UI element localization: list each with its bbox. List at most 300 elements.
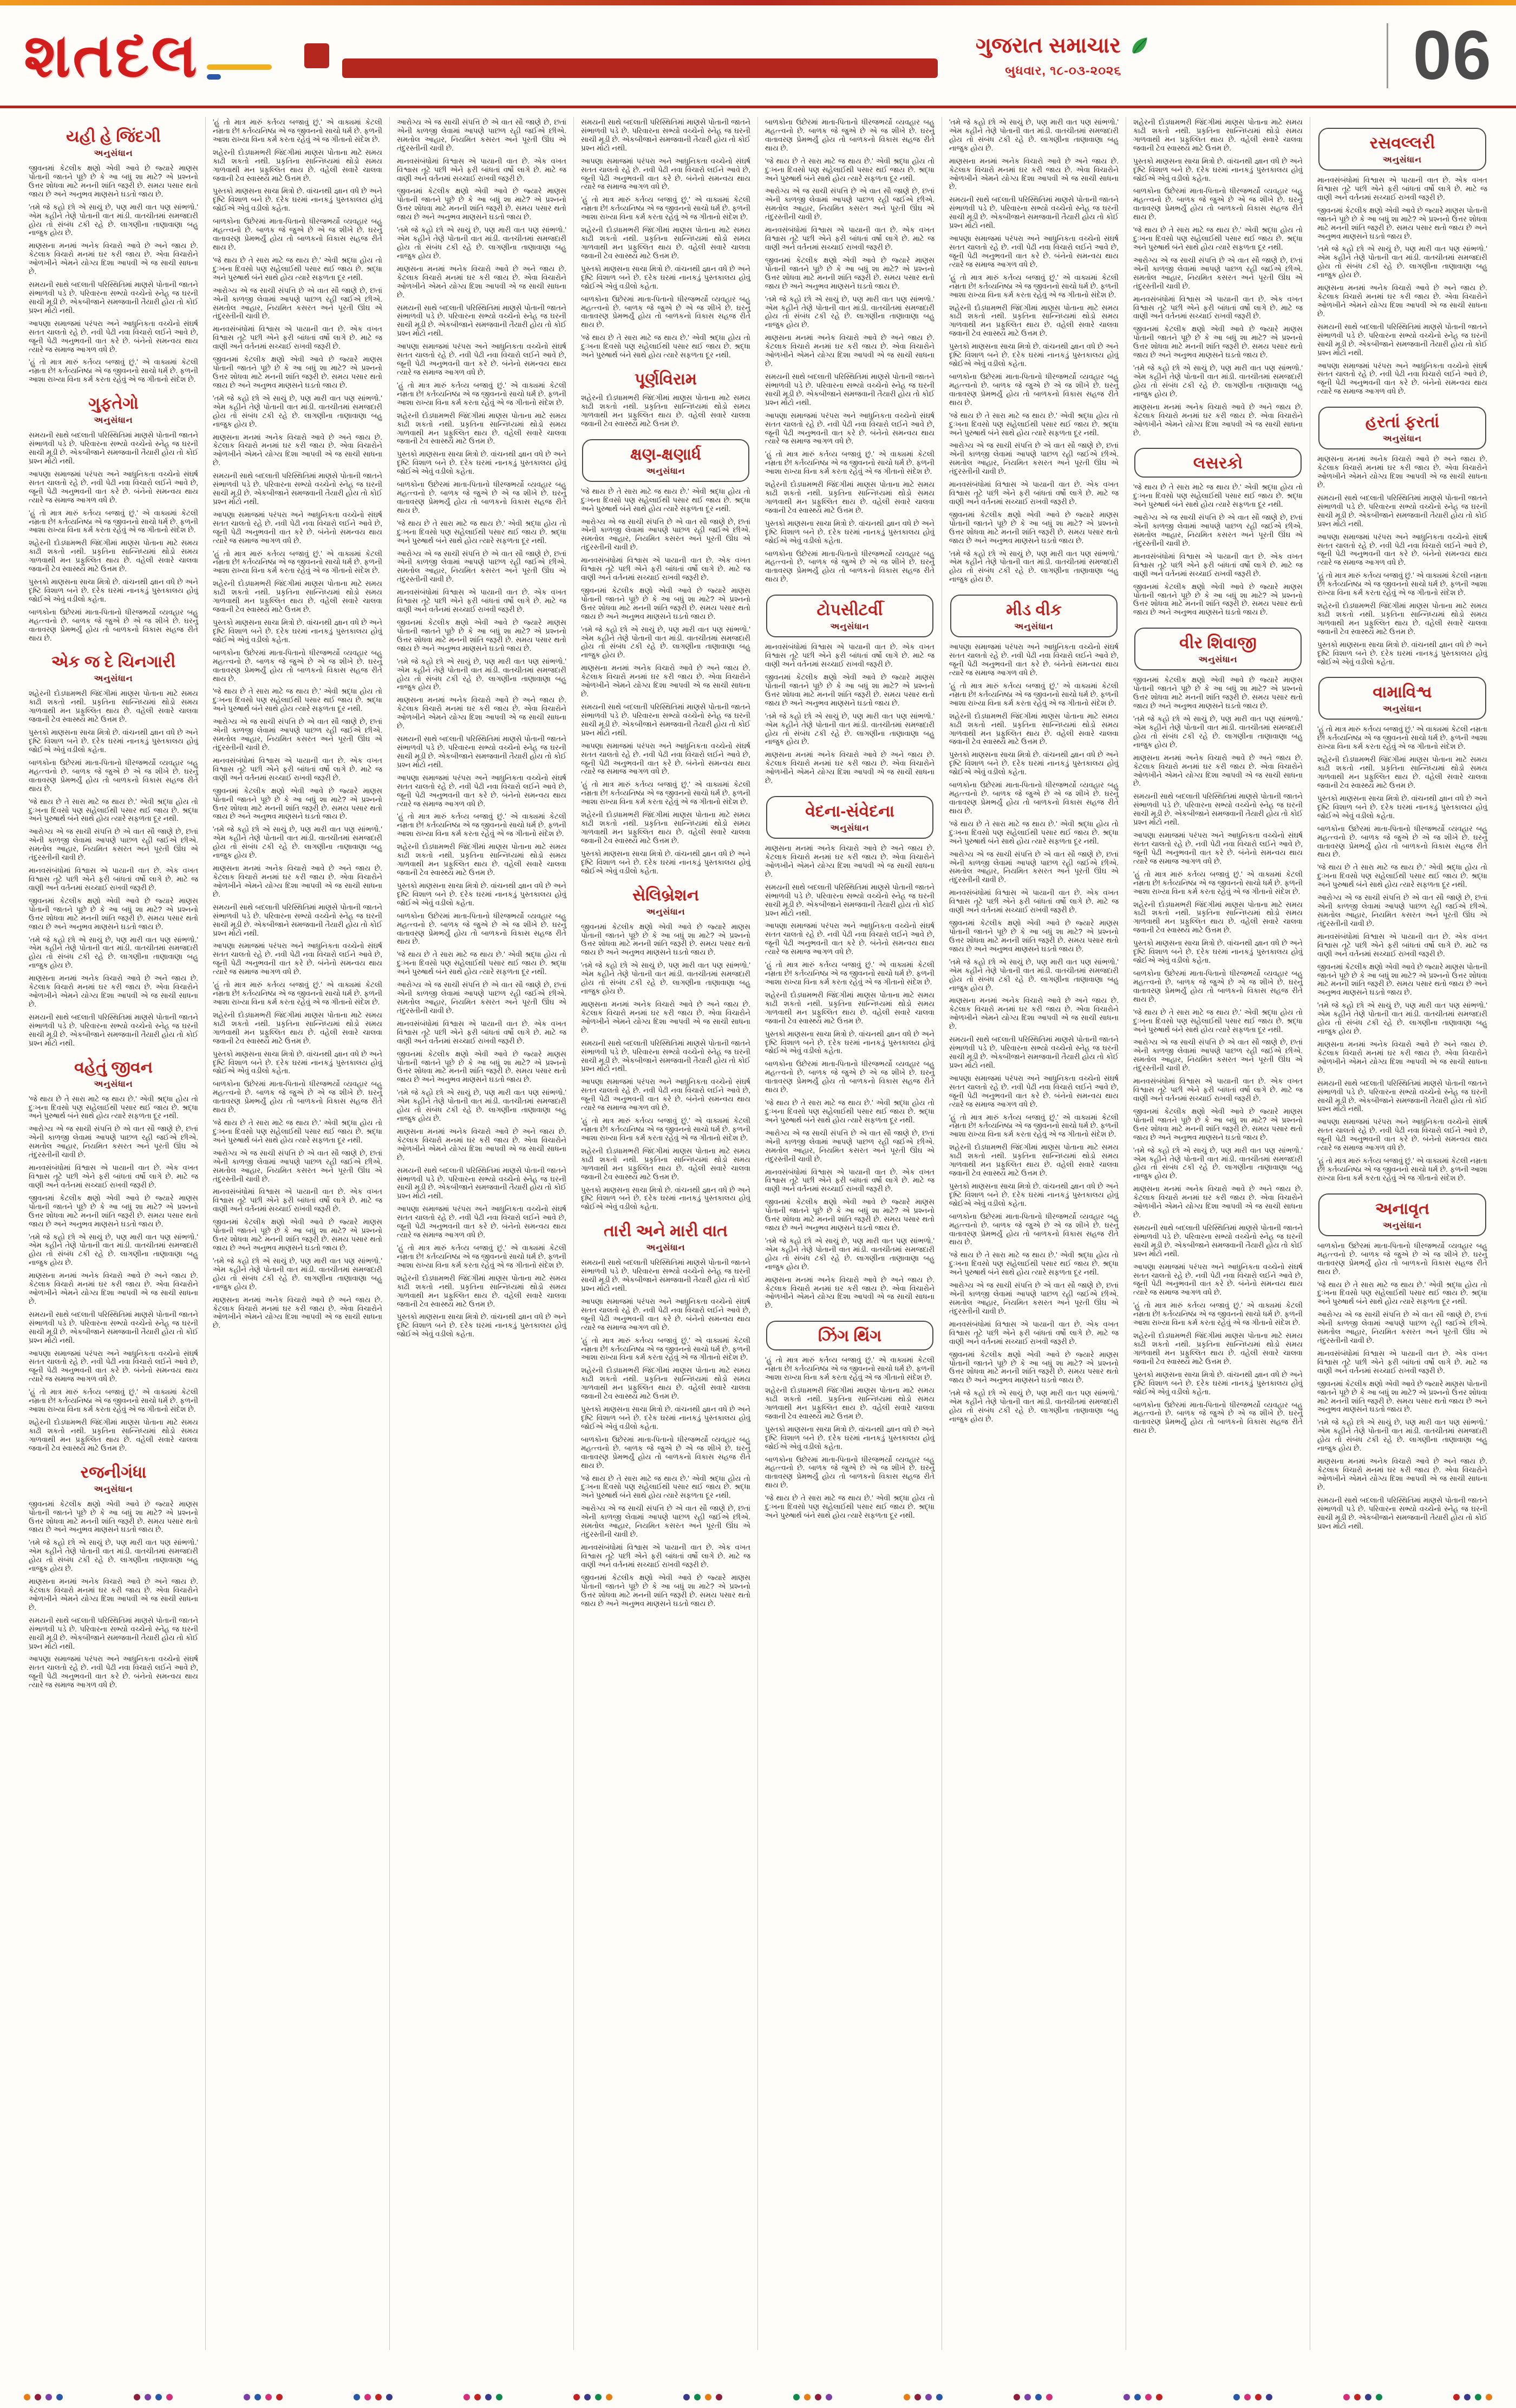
article-paragraph: માણસના મનમાં અનેક વિચારો આવે છે અને જાય છે. કેટલાક વિચારો મનમાં ઘર કરી જાય છે. એવા વિચારોને ઓળખીને એમને યોગ્ય દિશા આપવી એ જ સાચી સાધના છે. <box>765 751 935 785</box>
dot <box>1156 2394 1162 2400</box>
article-continued-text <box>213 118 382 1330</box>
article-paragraph: માણસના મનમાં અનેક વિચારો આવે છે અને જાય છે. કેટલાક વિચારો મનમાં ઘર કરી જાય છે. એવા વિચારોને ઓળખીને એમને યોગ્ય દિશા આપવી એ જ સાચી સાધના છે. <box>1133 1185 1303 1219</box>
article-heading: વેદના-સંવેદના <box>805 802 894 821</box>
news-column-2 <box>206 117 390 2350</box>
article-paragraph: જીવનમાં કેટલીક ક્ષણો એવી આવે છે જ્યારે માણસ પોતાની જાતને પૂછે છે કે આ બધું શા માટે? એ પ્રશ્નનો ઉત્તર શોધવા માટે મનની શાંતિ જરૂરી છે. સમય પસાર થતો જાય છે અને અનુભવ માણસને ઘડતો જાય છે. <box>765 673 935 707</box>
article-paragraph: શહેરની દોડધામભરી જિંદગીમાં માણસ પોતાના માટે સમય કાઢી શકતો નથી. પ્રકૃતિના સાન્નિધ્યમાં થોડો સમય ગાળવાથી મન પ્રફુલ્લિત થાય છે. વહેલી સવારે ચાલવા જવાની ટેવ સ્વાસ્થ્ય માટે ઉત્તમ છે. <box>581 226 750 260</box>
masthead-blue-accent <box>207 74 221 80</box>
article-subheading: અનુસંધાન <box>646 1243 685 1253</box>
dot <box>683 2394 690 2400</box>
article-paragraph: 'હું તો માત્ર મારું કર્તવ્ય બજાવું છું.' એ વાક્યમાં કેટલી નમ્રતા છે! કર્તવ્યનિષ્ઠા એ જ જીવનનો સાચો ધર્મ છે. ફળની આશા રાખ્યા વિના કર્મ કરતા રહેવું એ જ ગીતાનો સંદેશ છે. <box>765 450 935 476</box>
article-paragraph: 'જે થાય છે તે સારા માટે જ થાય છે.' એવી શ્રદ્ધા હોય તો દુઃખના દિવસો પણ સહેલાઈથી પસાર થઈ જાય છે. શ્રદ્ધા અને પુરુષાર્થ બંને સાથે હોય ત્યારે સફળતા દૂર નથી. <box>949 411 1119 437</box>
article-paragraph: 'જે થાય છે તે સારા માટે જ થાય છે.' એવી શ્રદ્ધા હોય તો દુઃખના દિવસો પણ સહેલાઈથી પસાર થઈ જાય છે. શ્રદ્ધા અને પુરુષાર્થ બંને સાથે હોય ત્યારે સફળતા દૂર નથી. <box>765 1494 935 1520</box>
article-subheading: અનુસંધાન <box>94 416 133 426</box>
article-paragraph: આપણા સમાજમાં પરંપરા અને આધુનિકતા વચ્ચેનો સંઘર્ષ સતત ચાલતો રહે છે. નવી પેઢી નવા વિચારો લઈને આવે છે, જૂની પેઢી અનુભવની વાત કરે છે. બંનેનો સમન્વય થાય ત્યારે જ સમાજ આગળ વધે છે. <box>29 1655 198 1689</box>
article-paragraph: સમયની સાથે બદલાતી પરિસ્થિતિમાં માણસે પોતાની જાતને સંભાળવી પડે છે. પરિવારના સભ્યો વચ્ચેનો સ્નેહ જ ઘરની સાચી મૂડી છે. એકબીજાને સમજવાની તૈયારી હોય તો કોઈ પ્રશ્ન મોટો નથી. <box>397 303 566 338</box>
article-paragraph: પુસ્તકો માણસના સાચા મિત્રો છે. વાંચનથી જ્ઞાન વધે છે અને દૃષ્ટિ વિશાળ બને છે. દરેક ઘરમાં નાનકડું પુસ્તકાલય હોવું જોઈએ એવું વડીલો કહેતા. <box>1317 640 1487 666</box>
article-paragraph: બાળકોના ઉછેરમાં માતા-પિતાનો ધીરજભર્યો વ્યવહાર બહુ મહત્ત્વનો છે. બાળક જે જુએ છે એ જ શીખે છે. ઘરનું વાતાવરણ પ્રેમભર્યું હોય તો બાળકનો વિકાસ સહજ રીતે થાય છે. <box>213 217 382 251</box>
article-paragraph: સમયની સાથે બદલાતી પરિસ્થિતિમાં માણસે પોતાની જાતને સંભાળવી પડે છે. પરિવારના સભ્યો વચ્ચેનો સ્નેહ જ ઘરની સાચી મૂડી છે. એકબીજાને સમજવાની તૈયારી હોય તો કોઈ પ્રશ્ન મોટો નથી. <box>581 703 750 737</box>
article-paragraph: જીવનમાં કેટલીક ક્ષણો એવી આવે છે જ્યારે માણસ પોતાની જાતને પૂછે છે કે આ બધું શા માટે? એ પ્રશ્નનો ઉત્તર શોધવા માટે મનની શાંતિ જરૂરી છે. સમય પસાર થતો જાય છે અને અનુભવ માણસને ઘડતો જાય છે. <box>581 1573 750 1608</box>
article-subheading: અનુસંધાન <box>646 466 685 476</box>
article-heading: એક જ દે ચિનગારી <box>51 653 176 671</box>
article-paragraph: પુસ્તકો માણસના સાચા મિત્રો છે. વાંચનથી જ્ઞાન વધે છે અને દૃષ્ટિ વિશાળ બને છે. દરેક ઘરમાં નાનકડું પુસ્તકાલય હોવું જોઈએ એવું વડીલો કહેતા. <box>213 618 382 644</box>
article-heading-block <box>950 595 1118 637</box>
article-paragraph: માનવસંબંધોમાં વિશ્વાસ એ પાયાની વાત છે. એક વખત વિશ્વાસ તૂટે પછી એને ફરી બાંધતાં વર્ષો લાગે છે. માટે જ વાણી અને વર્તનમાં સચ્ચાઈ રાખવી જરૂરી છે. <box>949 480 1119 506</box>
article-paragraph: જીવનમાં કેટલીક ક્ષણો એવી આવે છે જ્યારે માણસ પોતાની જાતને પૂછે છે કે આ બધું શા માટે? એ પ્રશ્નનો ઉત્તર શોધવા માટે મનની શાંતિ જરૂરી છે. સમય પસાર થતો જાય છે અને અનુભવ માણસને ઘડતો જાય છે. <box>1317 206 1487 240</box>
dot <box>1255 2394 1262 2400</box>
article-paragraph: શહેરની દોડધામભરી જિંદગીમાં માણસ પોતાના માટે સમય કાઢી શકતો નથી. પ્રકૃતિના સાન્નિધ્યમાં થોડો સમય ગાળવાથી મન પ્રફુલ્લિત થાય છે. વહેલી સવારે ચાલવા જવાની ટેવ સ્વાસ્થ્ય માટે ઉત્તમ છે. <box>1317 602 1487 636</box>
article-paragraph: આરોગ્ય એ જ સાચી સંપત્તિ છે એ વાત સૌ જાણે છે, છતાં એની કાળજી લેવામાં આપણે પાછળ રહી જઈએ છીએ. સમતોલ આહાર, નિયમિત કસરત અને પૂરતી ઊંઘ એ તંદુરસ્તીની ચાવી છે. <box>213 286 382 321</box>
article-paragraph: 'જે થાય છે તે સારા માટે જ થાય છે.' એવી શ્રદ્ધા હોય તો દુઃખના દિવસો પણ સહેલાઈથી પસાર થઈ જાય છે. શ્રદ્ધા અને પુરુષાર્થ બંને સાથે હોય ત્યારે સફળતા દૂર નથી. <box>581 487 750 513</box>
article-paragraph: શહેરની દોડધામભરી જિંદગીમાં માણસ પોતાના માટે સમય કાઢી શકતો નથી. પ્રકૃતિના સાન્નિધ્યમાં થોડો સમય ગાળવાથી મન પ્રફુલ્લિત થાય છે. વહેલી સવારે ચાલવા જવાની ટેવ સ્વાસ્થ્ય માટે ઉત્તમ છે. <box>1133 900 1303 935</box>
article-paragraph: માનવસંબંધોમાં વિશ્વાસ એ પાયાની વાત છે. એક વખત વિશ્વાસ તૂટે પછી એને ફરી બાંધતાં વર્ષો લાગે છે. માટે જ વાણી અને વર્તનમાં સચ્ચાઈ રાખવી જરૂરી છે. <box>765 643 935 669</box>
masthead-title: શતદલ <box>24 21 199 89</box>
article-paragraph: માણસના મનમાં અનેક વિચારો આવે છે અને જાય છે. કેટલાક વિચારો મનમાં ઘર કરી જાય છે. એવા વિચારોને ઓળખીને એમને યોગ્ય દિશા આપવી એ જ સાચી સાધના છે. <box>29 242 198 276</box>
news-column-4 <box>574 117 758 2350</box>
article-paragraph: આપણા સમાજમાં પરંપરા અને આધુનિકતા વચ્ચેનો સંઘર્ષ સતત ચાલતો રહે છે. નવી પેઢી નવા વિચારો લઈને આવે છે, જૂની પેઢી અનુભવની વાત કરે છે. બંનેનો સમન્વય થાય ત્યારે જ સમાજ આગળ વધે છે. <box>1133 831 1303 865</box>
dot-group <box>573 2394 612 2400</box>
article-heading-block <box>30 395 197 426</box>
article-paragraph: સમયની સાથે બદલાતી પરિસ્થિતિમાં માણસે પોતાની જાતને સંભાળવી પડે છે. પરિવારના સભ્યો વચ્ચેનો સ્નેહ જ ઘરની સાચી મૂડી છે. એકબીજાને સમજવાની તૈયારી હોય તો કોઈ પ્રશ્ન મોટો નથી. <box>29 431 198 465</box>
article-paragraph: 'તમે જે કહો છો એ સાચું છે, પણ મારી વાત પણ સાંભળો.' એમ કહીને તેણે પોતાની વાત માંડી. વાતચીતમાં સમજદારી હોય તો સંબંધ ટકી રહે છે. લાગણીના તાણાવાણા બહુ નાજુક હોય છે. <box>29 935 198 970</box>
article-paragraph: સમયની સાથે બદલાતી પરિસ્થિતિમાં માણસે પોતાની જાતને સંભાળવી પડે છે. પરિવારના સભ્યો વચ્ચેનો સ્નેહ જ ઘરની સાચી મૂડી છે. એકબીજાને સમજવાની તૈયારી હોય તો કોઈ પ્રશ્ન મોટો નથી. <box>581 118 750 152</box>
article-paragraph: આપણા સમાજમાં પરંપરા અને આધુનિકતા વચ્ચેનો સંઘર્ષ સતત ચાલતો રહે છે. નવી પેઢી નવા વિચારો લઈને આવે છે, જૂની પેઢી અનુભવની વાત કરે છે. બંનેનો સમન્વય થાય ત્યારે જ સમાજ આગળ વધે છે. <box>949 643 1119 677</box>
article-paragraph: આરોગ્ય એ જ સાચી સંપત્તિ છે એ વાત સૌ જાણે છે, છતાં એની કાળજી લેવામાં આપણે પાછળ રહી જઈએ છીએ. સમતોલ આહાર, નિયમિત કસરત અને પૂરતી ઊંઘ એ તંદુરસ્તીની ચાવી છે. <box>1133 256 1303 290</box>
article-paragraph: 'તમે જે કહો છો એ સાચું છે, પણ મારી વાત પણ સાંભળો.' એમ કહીને તેણે પોતાની વાત માંડી. વાતચીતમાં સમજદારી હોય તો સંબંધ ટકી રહે છે. લાગણીના તાણાવાણા બહુ નાજુક હોય છે. <box>949 549 1119 584</box>
article-paragraph: બાળકોના ઉછેરમાં માતા-પિતાનો ધીરજભર્યો વ્યવહાર બહુ મહત્ત્વનો છે. બાળક જે જુએ છે એ જ શીખે છે. ઘરનું વાતાવરણ પ્રેમભર્યું હોય તો બાળકનો વિકાસ સહજ રીતે થાય છે. <box>1317 1241 1487 1276</box>
article-paragraph: આપણા સમાજમાં પરંપરા અને આધુનિકતા વચ્ચેનો સંઘર્ષ સતત ચાલતો રહે છે. નવી પેઢી નવા વિચારો લઈને આવે છે, જૂની પેઢી અનુભવની વાત કરે છે. બંનેનો સમન્વય થાય ત્યારે જ સમાજ આગળ વધે છે. <box>581 1297 750 1332</box>
article-paragraph: બાળકોના ઉછેરમાં માતા-પિતાનો ધીરજભર્યો વ્યવહાર બહુ મહત્ત્વનો છે. બાળક જે જુએ છે એ જ શીખે છે. ઘરનું વાતાવરણ પ્રેમભર્યું હોય તો બાળકનો વિકાસ સહજ રીતે થાય છે. <box>1317 824 1487 859</box>
article-paragraph: માનવસંબંધોમાં વિશ્વાસ એ પાયાની વાત છે. એક વખત વિશ્વાસ તૂટે પછી એને ફરી બાંધતાં વર્ષો લાગે છે. માટે જ વાણી અને વર્તનમાં સચ્ચાઈ રાખવી જરૂરી છે. <box>1317 1349 1487 1375</box>
article-paragraph: 'તમે જે કહો છો એ સાચું છે, પણ મારી વાત પણ સાંભળો.' એમ કહીને તેણે પોતાની વાત માંડી. વાતચીતમાં સમજદારી હોય તો સંબંધ ટકી રહે છે. લાગણીના તાણાવાણા બહુ નાજુક હોય છે. <box>29 1232 198 1267</box>
article-paragraph: બાળકોના ઉછેરમાં માતા-પિતાનો ધીરજભર્યો વ્યવહાર બહુ મહત્ત્વનો છે. બાળક જે જુએ છે એ જ શીખે છે. ઘરનું વાતાવરણ પ્રેમભર્યું હોય તો બાળકનો વિકાસ સહજ રીતે થાય છે. <box>29 758 198 793</box>
article-paragraph: 'હું તો માત્ર મારું કર્તવ્ય બજાવું છું.' એ વાક્યમાં કેટલી નમ્રતા છે! કર્તવ્યનિષ્ઠા એ જ જીવનનો સાચો ધર્મ છે. ફળની આશા રાખ્યા વિના કર્મ કરતા રહેવું એ જ ગીતાનો સંદેશ છે. <box>949 273 1119 299</box>
article-paragraph: 'હું તો માત્ર મારું કર્તવ્ય બજાવું છું.' એ વાક્યમાં કેટલી નમ્રતા છે! કર્તવ્યનિષ્ઠા એ જ જીવનનો સાચો ધર્મ છે. ફળની આશા રાખ્યા વિના કર્મ કરતા રહેવું એ જ ગીતાનો સંદેશ છે. <box>213 549 382 575</box>
article-heading-block <box>582 886 749 917</box>
article-paragraph: સમયની સાથે બદલાતી પરિસ્થિતિમાં માણસે પોતાની જાતને સંભાળવી પડે છે. પરિવારના સભ્યો વચ્ચેનો સ્નેહ જ ઘરની સાચી મૂડી છે. એકબીજાને સમજવાની તૈયારી હોય તો કોઈ પ્રશ્ન મોટો નથી. <box>581 1258 750 1293</box>
article-paragraph: 'તમે જે કહો છો એ સાચું છે, પણ મારી વાત પણ સાંભળો.' એમ કહીને તેણે પોતાની વાત માંડી. વાતચીતમાં સમજદારી હોય તો સંબંધ ટકી રહે છે. લાગણીના તાણાવાણા બહુ નાજુક હોય છે. <box>949 1389 1119 1424</box>
article-paragraph: પુસ્તકો માણસના સાચા મિત્રો છે. વાંચનથી જ્ઞાન વધે છે અને દૃષ્ટિ વિશાળ બને છે. દરેક ઘરમાં નાનકડું પુસ્તકાલય હોવું જોઈએ એવું વડીલો કહેતા. <box>1317 794 1487 820</box>
article-paragraph: માણસના મનમાં અનેક વિચારો આવે છે અને જાય છે. કેટલાક વિચારો મનમાં ઘર કરી જાય છે. એવા વિચારોને ઓળખીને એમને યોગ્ય દિશા આપવી એ જ સાચી સાધના છે. <box>1317 455 1487 489</box>
article-paragraph: 'તમે જે કહો છો એ સાચું છે, પણ મારી વાત પણ સાંભળો.' એમ કહીને તેણે પોતાની વાત માંડી. વાતચીતમાં સમજદારી હોય તો સંબંધ ટકી રહે છે. લાગણીના તાણાવાણા બહુ નાજુક હોય છે. <box>213 1256 382 1291</box>
article-paragraph: બાળકોના ઉછેરમાં માતા-પિતાનો ધીરજભર્યો વ્યવહાર બહુ મહત્ત્વનો છે. બાળક જે જુએ છે એ જ શીખે છે. ઘરનું વાતાવરણ પ્રેમભર્યું હોય તો બાળકનો વિકાસ સહજ રીતે થાય છે. <box>581 1435 750 1470</box>
article-guftego <box>29 395 198 642</box>
article-paragraph: બાળકોના ઉછેરમાં માતા-પિતાનો ધીરજભર્યો વ્યવહાર બહુ મહત્ત્વનો છે. બાળક જે જુએ છે એ જ શીખે છે. ઘરનું વાતાવરણ પ્રેમભર્યું હોય તો બાળકનો વિકાસ સહજ રીતે થાય છે. <box>213 1080 382 1114</box>
article-paragraph: 'તમે જે કહો છો એ સાચું છે, પણ મારી વાત પણ સાંભળો.' એમ કહીને તેણે પોતાની વાત માંડી. વાતચીતમાં સમજદારી હોય તો સંબંધ ટકી રહે છે. લાગણીના તાણાવાણા બહુ નાજુક હોય છે. <box>581 625 750 660</box>
article-paragraph: શહેરની દોડધામભરી જિંદગીમાં માણસ પોતાના માટે સમય કાઢી શકતો નથી. પ્રકૃતિના સાન્નિધ્યમાં થોડો સમય ગાળવાથી મન પ્રફુલ્લિત થાય છે. વહેલી સવારે ચાલવા જવાની ટેવ સ્વાસ્થ્ય માટે ઉત્તમ છે. <box>949 712 1119 746</box>
article-paragraph: 'હું તો માત્ર મારું કર્તવ્ય બજાવું છું.' એ વાક્યમાં કેટલી નમ્રતા છે! કર્તવ્યનિષ્ઠા એ જ જીવનનો સાચો ધર્મ છે. ફળની આશા રાખ્યા વિના કર્મ કરતા રહેવું એ જ ગીતાનો સંદેશ છે. <box>765 961 935 986</box>
article-continued-text <box>397 118 566 1339</box>
article-paragraph: આરોગ્ય એ જ સાચી સંપત્તિ છે એ વાત સૌ જાણે છે, છતાં એની કાળજી લેવામાં આપણે પાછળ રહી જઈએ છીએ. સમતોલ આહાર, નિયમિત કસરત અને પૂરતી ઊંઘ એ તંદુરસ્તીની ચાવી છે. <box>213 1148 382 1183</box>
article-subheading: અનુસંધાન <box>94 1079 133 1089</box>
page-number-divider <box>1387 23 1388 88</box>
article-paragraph: બાળકોના ઉછેરમાં માતા-પિતાનો ધીરજભર્યો વ્યવહાર બહુ મહત્ત્વનો છે. બાળક જે જુએ છે એ જ શીખે છે. ઘરનું વાતાવરણ પ્રેમભર્યું હોય તો બાળકનો વિકાસ સહજ રીતે થાય છે. <box>29 608 198 642</box>
article-paragraph: જીવનમાં કેટલીક ક્ષણો એવી આવે છે જ્યારે માણસ પોતાની જાતને પૂછે છે કે આ બધું શા માટે? એ પ્રશ્નનો ઉત્તર શોધવા માટે મનની શાંતિ જરૂરી છે. સમય પસાર થતો જાય છે અને અનુભવ માણસને ઘડતો જાય છે. <box>1317 1379 1487 1414</box>
news-column-8 <box>1310 117 1494 2350</box>
article-heading: અનાવૃત <box>1375 1199 1429 1218</box>
article-paragraph: 'જે થાય છે તે સારા માટે જ થાય છે.' એવી શ્રદ્ધા હોય તો દુઃખના દિવસો પણ સહેલાઈથી પસાર થઈ જાય છે. શ્રદ્ધા અને પુરુષાર્થ બંને સાથે હોય ત્યારે સફળતા દૂર નથી. <box>1317 863 1487 889</box>
article-paragraph: આરોગ્ય એ જ સાચી સંપત્તિ છે એ વાત સૌ જાણે છે, છતાં એની કાળજી લેવામાં આપણે પાછળ રહી જઈએ છીએ. સમતોલ આહાર, નિયમિત કસરત અને પૂરતી ઊંઘ એ તંદુરસ્તીની ચાવી છે. <box>397 981 566 1015</box>
article-paragraph: શહેરની દોડધામભરી જિંદગીમાં માણસ પોતાના માટે સમય કાઢી શકતો નથી. પ્રકૃતિના સાન્નિધ્યમાં થોડો સમય ગાળવાથી મન પ્રફુલ્લિત થાય છે. વહેલી સવારે ચાલવા જવાની ટેવ સ્વાસ્થ્ય માટે ઉત્તમ છે. <box>765 1386 935 1420</box>
article-paragraph: પુસ્તકો માણસના સાચા મિત્રો છે. વાંચનથી જ્ઞાન વધે છે અને દૃષ્ટિ વિશાળ બને છે. દરેક ઘરમાં નાનકડું પુસ્તકાલય હોવું જોઈએ એવું વડીલો કહેતા. <box>949 751 1119 776</box>
article-paragraph: આપણા સમાજમાં પરંપરા અને આધુનિકતા વચ્ચેનો સંઘર્ષ સતત ચાલતો રહે છે. નવી પેઢી નવા વિચારો લઈને આવે છે, જૂની પેઢી અનુભવની વાત કરે છે. બંનેનો સમન્વય થાય ત્યારે જ સમાજ આગળ વધે છે. <box>29 319 198 354</box>
article-paragraph: માણસના મનમાં અનેક વિચારો આવે છે અને જાય છે. કેટલાક વિચારો મનમાં ઘર કરી જાય છે. એવા વિચારોને ઓળખીને એમને યોગ્ય દિશા આપવી એ જ સાચી સાધના છે. <box>1317 1040 1487 1074</box>
article-paragraph: આરોગ્ય એ જ સાચી સંપત્તિ છે એ વાત સૌ જાણે છે, છતાં એની કાળજી લેવામાં આપણે પાછળ રહી જઈએ છીએ. સમતોલ આહાર, નિયમિત કસરત અને પૂરતી ઊંઘ એ તંદુરસ્તીની ચાવી છે. <box>1317 893 1487 928</box>
article-paragraph: શહેરની દોડધામભરી જિંદગીમાં માણસ પોતાના માટે સમય કાઢી શકતો નથી. પ્રકૃતિના સાન્નિધ્યમાં થોડો સમય ગાળવાથી મન પ્રફુલ્લિત થાય છે. વહેલી સવારે ચાલવા જવાની ટેવ સ્વાસ્થ્ય માટે ઉત્તમ છે. <box>581 1146 750 1181</box>
article-paragraph: આરોગ્ય એ જ સાચી સંપત્તિ છે એ વાત સૌ જાણે છે, છતાં એની કાળજી લેવામાં આપણે પાછળ રહી જઈએ છીએ. સમતોલ આહાર, નિયમિત કસરત અને પૂરતી ઊંઘ એ તંદુરસ્તીની ચાવી છે. <box>213 717 382 752</box>
dot-group <box>1233 2394 1272 2400</box>
article-paragraph: 'જે થાય છે તે સારા માટે જ થાય છે.' એવી શ્રદ્ધા હોય તો દુઃખના દિવસો પણ સહેલાઈથી પસાર થઈ જાય છે. શ્રદ્ધા અને પુરુષાર્થ બંને સાથે હોય ત્યારે સફળતા દૂર નથી. <box>1133 1008 1303 1034</box>
article-paragraph: 'જે થાય છે તે સારા માટે જ થાય છે.' એવી શ્રદ્ધા હોય તો દુઃખના દિવસો પણ સહેલાઈથી પસાર થઈ જાય છે. શ્રદ્ધા અને પુરુષાર્થ બંને સાથે હોય ત્યારે સફળતા દૂર નથી. <box>949 819 1119 845</box>
article-paragraph: 'તમે જે કહો છો એ સાચું છે, પણ મારી વાત પણ સાંભળો.' એમ કહીને તેણે પોતાની વાત માંડી. વાતચીતમાં સમજદારી હોય તો સંબંધ ટકી રહે છે. લાગણીના તાણાવાણા બહુ નાજુક હોય છે. <box>1133 1146 1303 1180</box>
article-heading-block <box>30 128 197 159</box>
article-paragraph: આરોગ્ય એ જ સાચી સંપત્તિ છે એ વાત સૌ જાણે છે, છતાં એની કાળજી લેવામાં આપણે પાછળ રહી જઈએ છીએ. સમતોલ આહાર, નિયમિત કસરત અને પૂરતી ઊંઘ એ તંદુરસ્તીની ચાવી છે. <box>1133 513 1303 547</box>
article-paragraph: આરોગ્ય એ જ સાચી સંપત્તિ છે એ વાત સૌ જાણે છે, છતાં એની કાળજી લેવામાં આપણે પાછળ રહી જઈએ છીએ. સમતોલ આહાર, નિયમિત કસરત અને પૂરતી ઊંઘ એ તંદુરસ્તીની ચાવી છે. <box>397 118 566 152</box>
article-paragraph: 'હું તો માત્ર મારું કર્તવ્ય બજાવું છું.' એ વાક્યમાં કેટલી નમ્રતા છે! કર્તવ્યનિષ્ઠા એ જ જીવનનો સાચો ધર્મ છે. ફળની આશા રાખ્યા વિના કર્મ કરતા રહેવું એ જ ગીતાનો સંદેશ છે. <box>29 358 198 384</box>
article-subheading: અનુસંધાન <box>1382 155 1422 165</box>
article-paragraph: માણસના મનમાં અનેક વિચારો આવે છે અને જાય છે. કેટલાક વિચારો મનમાં ઘર કરી જાય છે. એવા વિચારોને ઓળખીને એમને યોગ્ય દિશા આપવી એ જ સાચી સાધના છે. <box>29 1577 198 1611</box>
article-paragraph: પુસ્તકો માણસના સાચા મિત્રો છે. વાંચનથી જ્ઞાન વધે છે અને દૃષ્ટિ વિશાળ બને છે. દરેક ઘરમાં નાનકડું પુસ્તકાલય હોવું જોઈએ એવું વડીલો કહેતા. <box>29 728 198 754</box>
article-paragraph: જીવનમાં કેટલીક ક્ષણો એવી આવે છે જ્યારે માણસ પોતાની જાતને પૂછે છે કે આ બધું શા માટે? એ પ્રશ્નનો ઉત્તર શોધવા માટે મનની શાંતિ જરૂરી છે. સમય પસાર થતો જાય છે અને અનુભવ માણસને ઘડતો જાય છે. <box>397 618 566 652</box>
article-paragraph: બાળકોના ઉછેરમાં માતા-પિતાનો ધીરજભર્યો વ્યવહાર બહુ મહત્ત્વનો છે. બાળક જે જુએ છે એ જ શીખે છે. ઘરનું વાતાવરણ પ્રેમભર્યું હોય તો બાળકનો વિકાસ સહજ રીતે થાય છે. <box>397 480 566 514</box>
article-paragraph: જીવનમાં કેટલીક ક્ષણો એવી આવે છે જ્યારે માણસ પોતાની જાતને પૂછે છે કે આ બધું શા માટે? એ પ્રશ્નનો ઉત્તર શોધવા માટે મનની શાંતિ જરૂરી છે. સમય પસાર થતો જાય છે અને અનુભવ માણસને ઘડતો જાય છે. <box>29 1499 198 1534</box>
article-paragraph: આપણા સમાજમાં પરંપરા અને આધુનિકતા વચ્ચેનો સંઘર્ષ સતત ચાલતો રહે છે. નવી પેઢી નવા વિચારો લઈને આવે છે, જૂની પેઢી અનુભવની વાત કરે છે. બંનેનો સમન્વય થાય ત્યારે જ સમાજ આગળ વધે છે. <box>581 1078 750 1112</box>
article-subheading: અનુસંધાન <box>1198 655 1238 665</box>
article-subheading: અનુસંધાન <box>94 674 133 684</box>
dot <box>485 2394 492 2400</box>
article-paragraph: 'તમે જે કહો છો એ સાચું છે, પણ મારી વાત પણ સાંભળો.' એમ કહીને તેણે પોતાની વાત માંડી. વાતચીતમાં સમજદારી હોય તો સંબંધ ટકી રહે છે. લાગણીના તાણાવાણા બહુ નાજુક હોય છે. <box>765 295 935 329</box>
dot <box>24 2394 30 2400</box>
article-paragraph: પુસ્તકો માણસના સાચા મિત્રો છે. વાંચનથી જ્ઞાન વધે છે અને દૃષ્ટિ વિશાળ બને છે. દરેક ઘરમાં નાનકડું પુસ્તકાલય હોવું જોઈએ એવું વડીલો કહેતા. <box>765 1425 935 1451</box>
article-heading: વહેતું જીવન <box>74 1058 153 1076</box>
dot <box>1134 2394 1141 2400</box>
dot <box>1475 2394 1481 2400</box>
article-paragraph: માણસના મનમાં અનેક વિચારો આવે છે અને જાય છે. કેટલાક વિચારો મનમાં ઘર કરી જાય છે. એવા વિચારોને ઓળખીને એમને યોગ્ય દિશા આપવી એ જ સાચી સાધના છે. <box>213 864 382 898</box>
article-paragraph: શહેરની દોડધામભરી જિંદગીમાં માણસ પોતાના માટે સમય કાઢી શકતો નથી. પ્રકૃતિના સાન્નિધ્યમાં થોડો સમય ગાળવાથી મન પ્રફુલ્લિત થાય છે. વહેલી સવારે ચાલવા જવાની ટેવ સ્વાસ્થ્ય માટે ઉત્તમ છે. <box>949 303 1119 338</box>
dot <box>1266 2394 1272 2400</box>
dot-group <box>1123 2394 1162 2400</box>
dot <box>606 2394 612 2400</box>
article-paragraph: સમયની સાથે બદલાતી પરિસ્થિતિમાં માણસે પોતાની જાતને સંભાળવી પડે છે. પરિવારના સભ્યો વચ્ચેનો સ્નેહ જ ઘરની સાચી મૂડી છે. એકબીજાને સમજવાની તૈયારી હોય તો કોઈ પ્રશ્ન મોટો નથી. <box>29 1310 198 1345</box>
brand-block <box>976 34 1151 78</box>
article-paragraph: શહેરની દોડધામભરી જિંદગીમાં માણસ પોતાના માટે સમય કાઢી શકતો નથી. પ્રકૃતિના સાન્નિધ્યમાં થોડો સમય ગાળવાથી મન પ્રફુલ્લિત થાય છે. વહેલી સવારે ચાલવા જવાની ટેવ સ્વાસ્થ્ય માટે ઉત્તમ છે. <box>765 480 935 514</box>
dot <box>134 2394 140 2400</box>
article-paragraph: બાળકોના ઉછેરમાં માતા-પિતાનો ધીરજભર્યો વ્યવહાર બહુ મહત્ત્વનો છે. બાળક જે જુએ છે એ જ શીખે છે. ઘરનું વાતાવરણ પ્રેમભર્યું હોય તો બાળકનો વિકાસ સહજ રીતે થાય છે. <box>581 295 750 329</box>
article-paragraph: જીવનમાં કેટલીક ક્ષણો એવી આવે છે જ્યારે માણસ પોતાની જાતને પૂછે છે કે આ બધું શા માટે? એ પ્રશ્નનો ઉત્તર શોધવા માટે મનની શાંતિ જરૂરી છે. સમય પસાર થતો જાય છે અને અનુભવ માણસને ઘડતો જાય છે. <box>397 187 566 221</box>
article-paragraph: માનવસંબંધોમાં વિશ્વાસ એ પાયાની વાત છે. એક વખત વિશ્વાસ તૂટે પછી એને ફરી બાંધતાં વર્ષો લાગે છે. માટે જ વાણી અને વર્તનમાં સચ્ચાઈ રાખવી જરૂરી છે. <box>1133 295 1303 321</box>
article-paragraph: 'જે થાય છે તે સારા માટે જ થાય છે.' એવી શ્રદ્ધા હોય તો દુઃખના દિવસો પણ સહેલાઈથી પસાર થઈ જાય છે. શ્રદ્ધા અને પુરુષાર્થ બંને સાથે હોય ત્યારે સફળતા દૂર નથી. <box>1317 1280 1487 1306</box>
article-paragraph: 'હું તો માત્ર મારું કર્તવ્ય બજાવું છું.' એ વાક્યમાં કેટલી નમ્રતા છે! કર્તવ્યનિષ્ઠા એ જ જીવનનો સાચો ધર્મ છે. ફળની આશા રાખ્યા વિના કર્મ કરતા રહેવું એ જ ગીતાનો સંદેશ છે. <box>1317 1157 1487 1182</box>
article-paragraph: જીવનમાં કેટલીક ક્ષણો એવી આવે છે જ્યારે માણસ પોતાની જાતને પૂછે છે કે આ બધું શા માટે? એ પ્રશ્નનો ઉત્તર શોધવા માટે મનની શાંતિ જરૂરી છે. સમય પસાર થતો જાય છે અને અનુભવ માણસને ઘડતો જાય છે. <box>949 1350 1119 1385</box>
article-paragraph: જીવનમાં કેટલીક ક્ષણો એવી આવે છે જ્યારે માણસ પોતાની જાતને પૂછે છે કે આ બધું શા માટે? એ પ્રશ્નનો ઉત્તર શોધવા માટે મનની શાંતિ જરૂરી છે. સમય પસાર થતો જાય છે અને અનુભવ માણસને ઘડતો જાય છે. <box>29 896 198 931</box>
article-paragraph: જીવનમાં કેટલીક ક્ષણો એવી આવે છે જ્યારે માણસ પોતાની જાતને પૂછે છે કે આ બધું શા માટે? એ પ્રશ્નનો ઉત્તર શોધવા માટે મનની શાંતિ જરૂરી છે. સમય પસાર થતો જાય છે અને અનુભવ માણસને ઘડતો જાય છે. <box>581 922 750 957</box>
article-continued-text <box>1133 118 1303 437</box>
dot <box>244 2394 250 2400</box>
article-paragraph: બાળકોના ઉછેરમાં માતા-પિતાનો ધીરજભર્યો વ્યવહાર બહુ મહત્ત્વનો છે. બાળક જે જુએ છે એ જ શીખે છે. ઘરનું વાતાવરણ પ્રેમભર્યું હોય તો બાળકનો વિકાસ સહજ રીતે થાય છે. <box>949 372 1119 407</box>
article-paragraph: આપણા સમાજમાં પરંપરા અને આધુનિકતા વચ્ચેનો સંઘર્ષ સતત ચાલતો રહે છે. નવી પેઢી નવા વિચારો લઈને આવે છે, જૂની પેઢી અનુભવની વાત કરે છે. બંનેનો સમન્વય થાય ત્યારે જ સમાજ આગળ વધે છે. <box>397 342 566 376</box>
article-lasarko <box>1133 448 1303 617</box>
article-paragraph: માણસના મનમાં અનેક વિચારો આવે છે અને જાય છે. કેટલાક વિચારો મનમાં ઘર કરી જાય છે. એવા વિચારોને ઓળખીને એમને યોગ્ય દિશા આપવી એ જ સાચી સાધના છે. <box>1317 284 1487 318</box>
article-paragraph: આપણા સમાજમાં પરંપરા અને આધુનિકતા વચ્ચેનો સંઘર્ષ સતત ચાલતો રહે છે. નવી પેઢી નવા વિચારો લઈને આવે છે, જૂની પેઢી અનુભવની વાત કરે છે. બંનેનો સમન્વય થાય ત્યારે જ સમાજ આગળ વધે છે. <box>29 1349 198 1384</box>
article-paragraph: આરોગ્ય એ જ સાચી સંપત્તિ છે એ વાત સૌ જાણે છે, છતાં એની કાળજી લેવામાં આપણે પાછળ રહી જઈએ છીએ. સમતોલ આહાર, નિયમિત કસરત અને પૂરતી ઊંઘ એ તંદુરસ્તીની ચાવી છે. <box>581 517 750 552</box>
article-paragraph: 'હું તો માત્ર મારું કર્તવ્ય બજાવું છું.' એ વાક્યમાં કેટલી નમ્રતા છે! કર્તવ્યનિષ્ઠા એ જ જીવનનો સાચો ધર્મ છે. ફળની આશા રાખ્યા વિના કર્મ કરતા રહેવું એ જ ગીતાનો સંદેશ છે. <box>949 681 1119 707</box>
news-column-3 <box>390 117 574 2350</box>
dot <box>694 2394 701 2400</box>
article-paragraph: 'જે થાય છે તે સારા માટે જ થાય છે.' એવી શ્રદ્ધા હોય તો દુઃખના દિવસો પણ સહેલાઈથી પસાર થઈ જાય છે. શ્રદ્ધા અને પુરુષાર્થ બંને સાથે હોય ત્યારે સફળતા દૂર નથી. <box>29 797 198 823</box>
dot <box>1024 2394 1031 2400</box>
article-paragraph: સમયની સાથે બદલાતી પરિસ્થિતિમાં માણસે પોતાની જાતને સંભાળવી પડે છે. પરિવારના સભ્યો વચ્ચેનો સ્નેહ જ ઘરની સાચી મૂડી છે. એકબીજાને સમજવાની તૈયારી હોય તો કોઈ પ્રશ્ન મોટો નથી. <box>1317 493 1487 528</box>
article-paragraph: શહેરની દોડધામભરી જિંદગીમાં માણસ પોતાના માટે સમય કાઢી શકતો નથી. પ્રકૃતિના સાન્નિધ્યમાં થોડો સમય ગાળવાથી મન પ્રફુલ્લિત થાય છે. વહેલી સવારે ચાલવા જવાની ટેવ સ્વાસ્થ્ય માટે ઉત્તમ છે. <box>949 1143 1119 1178</box>
article-paragraph: સમયની સાથે બદલાતી પરિસ્થિતિમાં માણસે પોતાની જાતને સંભાળવી પડે છે. પરિવારના સભ્યો વચ્ચેનો સ્નેહ જ ઘરની સાચી મૂડી છે. એકબીજાને સમજવાની તૈયારી હોય તો કોઈ પ્રશ્ન મોટો નથી. <box>765 883 935 917</box>
article-yahi-he-jindagi <box>29 128 198 384</box>
article-paragraph: 'હું તો માત્ર મારું કર્તવ્ય બજાવું છું.' એ વાક્યમાં કેટલી નમ્રતા છે! કર્તવ્યનિષ્ઠા એ જ જીવનનો સાચો ધર્મ છે. ફળની આશા રાખ્યા વિના કર્મ કરતા રહેવું એ જ ગીતાનો સંદેશ છે. <box>1133 1301 1303 1327</box>
dot-group <box>463 2394 502 2400</box>
article-paragraph: જીવનમાં કેટલીક ક્ષણો એવી આવે છે જ્યારે માણસ પોતાની જાતને પૂછે છે કે આ બધું શા માટે? એ પ્રશ્નનો ઉત્તર શોધવા માટે મનની શાંતિ જરૂરી છે. સમય પસાર થતો જાય છે અને અનુભવ માણસને ઘડતો જાય છે. <box>949 919 1119 953</box>
article-paragraph: 'તમે જે કહો છો એ સાચું છે, પણ મારી વાત પણ સાંભળો.' એમ કહીને તેણે પોતાની વાત માંડી. વાતચીતમાં સમજદારી હોય તો સંબંધ ટકી રહે છે. લાગણીના તાણાવાણા બહુ નાજુક હોય છે. <box>1317 1418 1487 1453</box>
article-zing-thing <box>765 1321 935 1520</box>
article-paragraph: માણસના મનમાં અનેક વિચારો આવે છે અને જાય છે. કેટલાક વિચારો મનમાં ઘર કરી જાય છે. એવા વિચારોને ઓળખીને એમને યોગ્ય દિશા આપવી એ જ સાચી સાધના છે. <box>1133 753 1303 788</box>
article-paragraph: 'તમે જે કહો છો એ સાચું છે, પણ મારી વાત પણ સાંભળો.' એમ કહીને તેણે પોતાની વાત માંડી. વાતચીતમાં સમજદારી હોય તો સંબંધ ટકી રહે છે. લાગણીના તાણાવાણા બહુ નાજુક હોય છે. <box>29 1538 198 1573</box>
article-subheading: અનુસંધાન <box>1382 434 1422 444</box>
page-header <box>0 5 1516 108</box>
article-paragraph: સમયની સાથે બદલાતી પરિસ્થિતિમાં માણસે પોતાની જાતને સંભાળવી પડે છે. પરિવારના સભ્યો વચ્ચેનો સ્નેહ જ ઘરની સાચી મૂડી છે. એકબીજાને સમજવાની તૈયારી હોય તો કોઈ પ્રશ્ન મોટો નથી. <box>1133 792 1303 827</box>
date-line: બુધવાર, ૧૮-૦૩-૨૦૨૬ <box>1005 63 1122 77</box>
article-paragraph: જીવનમાં કેટલીક ક્ષણો એવી આવે છે જ્યારે માણસ પોતાની જાતને પૂછે છે કે આ બધું શા માટે? એ પ્રશ્નનો ઉત્તર શોધવા માટે મનની શાંતિ જરૂરી છે. સમય પસાર થતો જાય છે અને અનુભવ માણસને ઘડતો જાય છે. <box>213 786 382 821</box>
article-paragraph: આરોગ્ય એ જ સાચી સંપત્તિ છે એ વાત સૌ જાણે છે, છતાં એની કાળજી લેવામાં આપણે પાછળ રહી જઈએ છીએ. સમતોલ આહાર, નિયમિત કસરત અને પૂરતી ઊંઘ એ તંદુરસ્તીની ચાવી છે. <box>765 187 935 221</box>
article-paragraph: 'તમે જે કહો છો એ સાચું છે, પણ મારી વાત પણ સાંભળો.' એમ કહીને તેણે પોતાની વાત માંડી. વાતચીતમાં સમજદારી હોય તો સંબંધ ટકી રહે છે. લાગણીના તાણાવાણા બહુ નાજુક હોય છે. <box>1133 715 1303 749</box>
article-paragraph: 'હું તો માત્ર મારું કર્તવ્ય બજાવું છું.' એ વાક્યમાં કેટલી નમ્રતા છે! કર્તવ્યનિષ્ઠા એ જ જીવનનો સાચો ધર્મ છે. ફળની આશા રાખ્યા વિના કર્મ કરતા રહેવું એ જ ગીતાનો સંદેશ છે. <box>397 1244 566 1269</box>
dot-group <box>134 2394 173 2400</box>
dot <box>573 2394 580 2400</box>
article-heading: ઝિંગ થિંગ <box>818 1327 882 1346</box>
article-paragraph: 'હું તો માત્ર મારું કર્તવ્ય બજાવું છું.' એ વાક્યમાં કેટલી નમ્રતા છે! કર્તવ્યનિષ્ઠા એ જ જીવનનો સાચો ધર્મ છે. ફળની આશા રાખ્યા વિના કર્મ કરતા રહેવું એ જ ગીતાનો સંદેશ છે. <box>397 812 566 838</box>
dot <box>914 2394 921 2400</box>
article-tari-ane-mari-vat <box>581 1222 750 1608</box>
article-paragraph: પુસ્તકો માણસના સાચા મિત્રો છે. વાંચનથી જ્ઞાન વધે છે અને દૃષ્ટિ વિશાળ બને છે. દરેક ઘરમાં નાનકડું પુસ્તકાલય હોવું જોઈએ એવું વડીલો કહેતા. <box>1133 156 1303 182</box>
article-paragraph: પુસ્તકો માણસના સાચા મિત્રો છે. વાંચનથી જ્ઞાન વધે છે અને દૃષ્ટિ વિશાળ બને છે. દરેક ઘરમાં નાનકડું પુસ્તકાલય હોવું જોઈએ એવું વડીલો કહેતા. <box>397 881 566 907</box>
article-paragraph: સમયની સાથે બદલાતી પરિસ્થિતિમાં માણસે પોતાની જાતને સંભાળવી પડે છે. પરિવારના સભ્યો વચ્ચેનો સ્નેહ જ ઘરની સાચી મૂડી છે. એકબીજાને સમજવાની તૈયારી હોય તો કોઈ પ્રશ્ન મોટો નથી. <box>1133 1223 1303 1258</box>
article-paragraph: 'હું તો માત્ર મારું કર્તવ્ય બજાવું છું.' એ વાક્યમાં કેટલી નમ્રતા છે! કર્તવ્યનિષ્ઠા એ જ જીવનનો સાચો ધર્મ છે. ફળની આશા રાખ્યા વિના કર્મ કરતા રહેવું એ જ ગીતાનો સંદેશ છે. <box>213 118 382 143</box>
article-heading-block <box>582 439 749 482</box>
dot <box>265 2394 272 2400</box>
article-mid-week <box>949 595 1119 1424</box>
article-paragraph: માણસના મનમાં અનેક વિચારો આવે છે અને જાય છે. કેટલાક વિચારો મનમાં ઘર કરી જાય છે. એવા વિચારોને ઓળખીને એમને યોગ્ય દિશા આપવી એ જ સાચી સાધના છે. <box>29 1271 198 1306</box>
dot-group <box>354 2394 393 2400</box>
dot <box>1123 2394 1130 2400</box>
article-heading: વીર શિવાજી <box>1179 634 1257 652</box>
article-paragraph: માણસના મનમાં અનેક વિચારો આવે છે અને જાય છે. કેટલાક વિચારો મનમાં ઘર કરી જાય છે. એવા વિચારોને ઓળખીને એમને યોગ્ય દિશા આપવી એ જ સાચી સાધના છે. <box>397 264 566 299</box>
article-purnaviram <box>581 370 750 428</box>
article-heading-block <box>582 370 749 388</box>
dot <box>386 2394 393 2400</box>
article-paragraph: જીવનમાં કેટલીક ક્ષણો એવી આવે છે જ્યારે માણસ પોતાની જાતને પૂછે છે કે આ બધું શા માટે? એ પ્રશ્નનો ઉત્તર શોધવા માટે મનની શાંતિ જરૂરી છે. સમય પસાર થતો જાય છે અને અનુભવ માણસને ઘડતો જાય છે. <box>1133 582 1303 617</box>
article-paragraph: સમયની સાથે બદલાતી પરિસ્થિતિમાં માણસે પોતાની જાતને સંભાળવી પડે છે. પરિવારના સભ્યો વચ્ચેનો સ્નેહ જ ઘરની સાચી મૂડી છે. એકબીજાને સમજવાની તૈયારી હોય તો કોઈ પ્રશ્ન મોટો નથી. <box>397 735 566 769</box>
article-heading: ટોપસીટર્વી <box>816 601 883 619</box>
article-paragraph: આપણા સમાજમાં પરંપરા અને આધુનિકતા વચ્ચેનો સંઘર્ષ સતત ચાલતો રહે છે. નવી પેઢી નવા વિચારો લઈને આવે છે, જૂની પેઢી અનુભવની વાત કરે છે. બંનેનો સમન્વય થાય ત્યારે જ સમાજ આગળ વધે છે. <box>1133 1262 1303 1297</box>
article-paragraph: આપણા સમાજમાં પરંપરા અને આધુનિકતા વચ્ચેનો સંઘર્ષ સતત ચાલતો રહે છે. નવી પેઢી નવા વિચારો લઈને આવે છે, જૂની પેઢી અનુભવની વાત કરે છે. બંનેનો સમન્વય થાય ત્યારે જ સમાજ આગળ વધે છે. <box>581 156 750 191</box>
article-paragraph: 'હું તો માત્ર મારું કર્તવ્ય બજાવું છું.' એ વાક્યમાં કેટલી નમ્રતા છે! કર્તવ્યનિષ્ઠા એ જ જીવનનો સાચો ધર્મ છે. ફળની આશા રાખ્યા વિના કર્મ કરતા રહેવું એ જ ગીતાનો સંદેશ છે. <box>213 981 382 1006</box>
article-paragraph: પુસ્તકો માણસના સાચા મિત્રો છે. વાંચનથી જ્ઞાન વધે છે અને દૃષ્ટિ વિશાળ બને છે. દરેક ઘરમાં નાનકડું પુસ્તકાલય હોવું જોઈએ એવું વડીલો કહેતા. <box>581 1405 750 1431</box>
article-paragraph: સમયની સાથે બદલાતી પરિસ્થિતિમાં માણસે પોતાની જાતને સંભાળવી પડે છે. પરિવારના સભ્યો વચ્ચેનો સ્નેહ જ ઘરની સાચી મૂડી છે. એકબીજાને સમજવાની તૈયારી હોય તો કોઈ પ્રશ્ન મોટો નથી. <box>1317 322 1487 357</box>
article-continued-text <box>949 118 1119 584</box>
article-subheading: અનુસંધાન <box>1382 704 1422 714</box>
article-paragraph: માનવસંબંધોમાં વિશ્વાસ એ પાયાની વાત છે. એક વખત વિશ્વાસ તૂટે પછી એને ફરી બાંધતાં વર્ષો લાગે છે. માટે જ વાણી અને વર્તનમાં સચ્ચાઈ રાખવી જરૂરી છે. <box>581 556 750 582</box>
leaf-icon <box>1128 34 1151 57</box>
article-paragraph: માનવસંબંધોમાં વિશ્વાસ એ પાયાની વાત છે. એક વખત વિશ્વાસ તૂટે પછી એને ફરી બાંધતાં વર્ષો લાગે છે. માટે જ વાણી અને વર્તનમાં સચ્ચાઈ રાખવી જરૂરી છે. <box>765 226 935 251</box>
article-paragraph: 'હું તો માત્ર મારું કર્તવ્ય બજાવું છું.' એ વાક્યમાં કેટલી નમ્રતા છે! કર્તવ્યનિષ્ઠા એ જ જીવનનો સાચો ધર્મ છે. ફળની આશા રાખ્યા વિના કર્મ કરતા રહેવું એ જ ગીતાનો સંદેશ છે. <box>1317 571 1487 597</box>
article-heading: લસરકો <box>1193 454 1243 473</box>
article-paragraph: શહેરની દોડધામભરી જિંદગીમાં માણસ પોતાના માટે સમય કાઢી શકતો નથી. પ્રકૃતિના સાન્નિધ્યમાં થોડો સમય ગાળવાથી મન પ્રફુલ્લિત થાય છે. વહેલી સવારે ચાલવા જવાની ટેવ સ્વાસ્થ્ય માટે ઉત્તમ છે. <box>29 689 198 724</box>
article-paragraph: 'તમે જે કહો છો એ સાચું છે, પણ મારી વાત પણ સાંભળો.' એમ કહીને તેણે પોતાની વાત માંડી. વાતચીતમાં સમજદારી હોય તો સંબંધ ટકી રહે છે. લાગણીના તાણાવાણા બહુ નાજુક હોય છે. <box>765 712 935 746</box>
news-column-1 <box>22 117 206 2350</box>
article-heading-block <box>1318 407 1486 449</box>
article-paragraph: શહેરની દોડધામભરી જિંદગીમાં માણસ પોતાના માટે સમય કાઢી શકતો નથી. પ્રકૃતિના સાન્નિધ્યમાં થોડો સમય ગાળવાથી મન પ્રફુલ્લિત થાય છે. વહેલી સવારે ચાલવા જવાની ટેવ સ્વાસ્થ્ય માટે ઉત્તમ છે. <box>213 579 382 614</box>
article-paragraph: માનવસંબંધોમાં વિશ્વાસ એ પાયાની વાત છે. એક વખત વિશ્વાસ તૂટે પછી એને ફરી બાંધતાં વર્ષો લાગે છે. માટે જ વાણી અને વર્તનમાં સચ્ચાઈ રાખવી જરૂરી છે. <box>213 756 382 782</box>
article-paragraph: આપણા સમાજમાં પરંપરા અને આધુનિકતા વચ્ચેનો સંઘર્ષ સતત ચાલતો રહે છે. નવી પેઢી નવા વિચારો લઈને આવે છે, જૂની પેઢી અનુભવની વાત કરે છે. બંનેનો સમન્વય થાય ત્યારે જ સમાજ આગળ વધે છે. <box>765 411 935 446</box>
article-paragraph: માનવસંબંધોમાં વિશ્વાસ એ પાયાની વાત છે. એક વખત વિશ્વાસ તૂટે પછી એને ફરી બાંધતાં વર્ષો લાગે છે. માટે જ વાણી અને વર્તનમાં સચ્ચાઈ રાખવી જરૂરી છે. <box>397 156 566 182</box>
article-paragraph: શહેરની દોડધામભરી જિંદગીમાં માણસ પોતાના માટે સમય કાઢી શકતો નથી. પ્રકૃતિના સાન્નિધ્યમાં થોડો સમય ગાળવાથી મન પ્રફુલ્લિત થાય છે. વહેલી સવારે ચાલવા જવાની ટેવ સ્વાસ્થ્ય માટે ઉત્તમ છે. <box>397 411 566 446</box>
article-continued-text <box>581 118 750 360</box>
dot <box>1486 2394 1492 2400</box>
article-heading-block <box>766 796 933 839</box>
top-color-strip <box>0 0 1516 5</box>
article-paragraph: જીવનમાં કેટલીક ક્ષણો એવી આવે છે જ્યારે માણસ પોતાની જાતને પૂછે છે કે આ બધું શા માટે? એ પ્રશ્નનો ઉત્તર શોધવા માટે મનની શાંતિ જરૂરી છે. સમય પસાર થતો જાય છે અને અનુભવ માણસને ઘડતો જાય છે. <box>1133 325 1303 360</box>
article-paragraph: 'જે થાય છે તે સારા માટે જ થાય છે.' એવી શ્રદ્ધા હોય તો દુઃખના દિવસો પણ સહેલાઈથી પસાર થઈ જાય છે. શ્રદ્ધા અને પુરુષાર્થ બંને સાથે હોય ત્યારે સફળતા દૂર નથી. <box>213 256 382 282</box>
article-paragraph: સમયની સાથે બદલાતી પરિસ્થિતિમાં માણસે પોતાની જાતને સંભાળવી પડે છે. પરિવારના સભ્યો વચ્ચેનો સ્નેહ જ ઘરની સાચી મૂડી છે. એકબીજાને સમજવાની તૈયારી હોય તો કોઈ પ્રશ્ન મોટો નથી. <box>949 195 1119 230</box>
article-paragraph: 'હું તો માત્ર મારું કર્તવ્ય બજાવું છું.' એ વાક્યમાં કેટલી નમ્રતા છે! કર્તવ્યનિષ્ઠા એ જ જીવનનો સાચો ધર્મ છે. ફળની આશા રાખ્યા વિના કર્મ કરતા રહેવું એ જ ગીતાનો સંદેશ છે. <box>581 780 750 806</box>
article-paragraph: આપણા સમાજમાં પરંપરા અને આધુનિકતા વચ્ચેનો સંઘર્ષ સતત ચાલતો રહે છે. નવી પેઢી નવા વિચારો લઈને આવે છે, જૂની પેઢી અનુભવની વાત કરે છે. બંનેનો સમન્વય થાય ત્યારે જ સમાજ આગળ વધે છે. <box>949 1074 1119 1108</box>
article-subheading: અનુસંધાન <box>1014 622 1054 632</box>
article-paragraph: શહેરની દોડધામભરી જિંદગીમાં માણસ પોતાના માટે સમય કાઢી શકતો નથી. પ્રકૃતિના સાન્નિધ્યમાં થોડો સમય ગાળવાથી મન પ્રફુલ્લિત થાય છે. વહેલી સવારે ચાલવા જવાની ટેવ સ્વાસ્થ્ય માટે ઉત્તમ છે. <box>29 1418 198 1452</box>
dot <box>925 2394 932 2400</box>
article-paragraph: શહેરની દોડધામભરી જિંદગીમાં માણસ પોતાના માટે સમય કાઢી શકતો નથી. પ્રકૃતિના સાન્નિધ્યમાં થોડો સમય ગાળવાથી મન પ્રફુલ્લિત થાય છે. વહેલી સવારે ચાલવા જવાની ટેવ સ્વાસ્થ્ય માટે ઉત્તમ છે. <box>581 394 750 428</box>
article-paragraph: જીવનમાં કેટલીક ક્ષણો એવી આવે છે જ્યારે માણસ પોતાની જાતને પૂછે છે કે આ બધું શા માટે? એ પ્રશ્નનો ઉત્તર શોધવા માટે મનની શાંતિ જરૂરી છે. સમય પસાર થતો જાય છે અને અનુભવ માણસને ઘડતો જાય છે. <box>765 256 935 290</box>
article-paragraph: માનવસંબંધોમાં વિશ્વાસ એ પાયાની વાત છે. એક વખત વિશ્વાસ તૂટે પછી એને ફરી બાંધતાં વર્ષો લાગે છે. માટે જ વાણી અને વર્તનમાં સચ્ચાઈ રાખવી જરૂરી છે. <box>765 1167 935 1193</box>
dot <box>1014 2394 1020 2400</box>
article-paragraph: 'તમે જે કહો છો એ સાચું છે, પણ મારી વાત પણ સાંભળો.' એમ કહીને તેણે પોતાની વાત માંડી. વાતચીતમાં સમજદારી હોય તો સંબંધ ટકી રહે છે. લાગણીના તાણાવાણા બહુ નાજુક હોય છે. <box>213 394 382 428</box>
dot <box>1376 2394 1382 2400</box>
article-paragraph: પુસ્તકો માણસના સાચા મિત્રો છે. વાંચનથી જ્ઞાન વધે છે અને દૃષ્ટિ વિશાળ બને છે. દરેક ઘરમાં નાનકડું પુસ્તકાલય હોવું જોઈએ એવું વડીલો કહેતા. <box>213 1049 382 1075</box>
article-paragraph: જીવનમાં કેટલીક ક્ષણો એવી આવે છે જ્યારે માણસ પોતાની જાતને પૂછે છે કે આ બધું શા માટે? એ પ્રશ્નનો ઉત્તર શોધવા માટે મનની શાંતિ જરૂરી છે. સમય પસાર થતો જાય છે અને અનુભવ માણસને ઘડતો જાય છે. <box>213 355 382 389</box>
article-paragraph: માણસના મનમાં અનેક વિચારો આવે છે અને જાય છે. કેટલાક વિચારો મનમાં ઘર કરી જાય છે. એવા વિચારોને ઓળખીને એમને યોગ્ય દિશા આપવી એ જ સાચી સાધના છે. <box>765 1275 935 1310</box>
article-paragraph: 'તમે જે કહો છો એ સાચું છે, પણ મારી વાત પણ સાંભળો.' એમ કહીને તેણે પોતાની વાત માંડી. વાતચીતમાં સમજદારી હોય તો સંબંધ ટકી રહે છે. લાગણીના તાણાવાણા બહુ નાજુક હોય છે. <box>1317 245 1487 279</box>
article-paragraph: બાળકોના ઉછેરમાં માતા-પિતાનો ધીરજભર્યો વ્યવહાર બહુ મહત્ત્વનો છે. બાળક જે જુએ છે એ જ શીખે છે. ઘરનું વાતાવરણ પ્રેમભર્યું હોય તો બાળકનો વિકાસ સહજ રીતે થાય છે. <box>765 118 935 152</box>
article-paragraph: માનવસંબંધોમાં વિશ્વાસ એ પાયાની વાત છે. એક વખત વિશ્વાસ તૂટે પછી એને ફરી બાંધતાં વર્ષો લાગે છે. માટે જ વાણી અને વર્તનમાં સચ્ચાઈ રાખવી જરૂરી છે. <box>581 1543 750 1569</box>
article-heading-block <box>766 1321 933 1350</box>
article-heading: યહી હે જિંદગી <box>66 128 161 146</box>
article-paragraph: 'જે થાય છે તે સારા માટે જ થાય છે.' એવી શ્રદ્ધા હોય તો દુઃખના દિવસો પણ સહેલાઈથી પસાર થઈ જાય છે. શ્રદ્ધા અને પુરુષાર્થ બંને સાથે હોય ત્યારે સફળતા દૂર નથી. <box>581 1474 750 1500</box>
article-paragraph: 'હું તો માત્ર મારું કર્તવ્ય બજાવું છું.' એ વાક્યમાં કેટલી નમ્રતા છે! કર્તવ્યનિષ્ઠા એ જ જીવનનો સાચો ધર્મ છે. ફળની આશા રાખ્યા વિના કર્મ કરતા રહેવું એ જ ગીતાનો સંદેશ છે. <box>581 195 750 221</box>
article-vahetu-jivan <box>29 1059 198 1453</box>
masthead-yellow-accent <box>207 64 272 70</box>
article-heading: મીડ વીક <box>1005 601 1062 619</box>
article-paragraph: આરોગ્ય એ જ સાચી સંપત્તિ છે એ વાત સૌ જાણે છે, છતાં એની કાળજી લેવામાં આપણે પાછળ રહી જઈએ છીએ. સમતોલ આહાર, નિયમિત કસરત અને પૂરતી ઊંઘ એ તંદુરસ્તીની ચાવી છે. <box>949 1281 1119 1315</box>
page-number: 06 <box>1413 16 1492 94</box>
article-paragraph: આરોગ્ય એ જ સાચી સંપત્તિ છે એ વાત સૌ જાણે છે, છતાં એની કાળજી લેવામાં આપણે પાછળ રહી જઈએ છીએ. સમતોલ આહાર, નિયમિત કસરત અને પૂરતી ઊંઘ એ તંદુરસ્તીની ચાવી છે. <box>29 827 198 862</box>
article-subheading: અનુસંધાન <box>646 907 685 917</box>
article-paragraph: આરોગ્ય એ જ સાચી સંપત્તિ છે એ વાત સૌ જાણે છે, છતાં એની કાળજી લેવામાં આપણે પાછળ રહી જઈએ છીએ. સમતોલ આહાર, નિયમિત કસરત અને પૂરતી ઊંઘ એ તંદુરસ્તીની ચાવી છે. <box>1317 1310 1487 1345</box>
article-paragraph: 'તમે જે કહો છો એ સાચું છે, પણ મારી વાત પણ સાંભળો.' એમ કહીને તેણે પોતાની વાત માંડી. વાતચીતમાં સમજદારી હોય તો સંબંધ ટકી રહે છે. લાગણીના તાણાવાણા બહુ નાજુક હોય છે. <box>949 957 1119 992</box>
dot <box>56 2394 63 2400</box>
article-subheading: અનુસંધાન <box>94 149 133 158</box>
article-paragraph: શહેરની દોડધામભરી જિંદગીમાં માણસ પોતાના માટે સમય કાઢી શકતો નથી. પ્રકૃતિના સાન્નિધ્યમાં થોડો સમય ગાળવાથી મન પ્રફુલ્લિત થાય છે. વહેલી સવારે ચાલવા જવાની ટેવ સ્વાસ્થ્ય માટે ઉત્તમ છે. <box>397 843 566 877</box>
article-paragraph: પુસ્તકો માણસના સાચા મિત્રો છે. વાંચનથી જ્ઞાન વધે છે અને દૃષ્ટિ વિશાળ બને છે. દરેક ઘરમાં નાનકડું પુસ્તકાલય હોવું જોઈએ એવું વડીલો કહેતા. <box>949 1182 1119 1208</box>
article-paragraph: સમયની સાથે બદલાતી પરિસ્થિતિમાં માણસે પોતાની જાતને સંભાળવી પડે છે. પરિવારના સભ્યો વચ્ચેનો સ્નેહ જ ઘરની સાચી મૂડી છે. એકબીજાને સમજવાની તૈયારી હોય તો કોઈ પ્રશ્ન મોટો નથી. <box>1317 1496 1487 1530</box>
article-paragraph: માણસના મનમાં અનેક વિચારો આવે છે અને જાય છે. કેટલાક વિચારો મનમાં ઘર કરી જાય છે. એવા વિચારોને ઓળખીને એમને યોગ્ય દિશા આપવી એ જ સાચી સાધના છે. <box>1317 1457 1487 1491</box>
dot <box>1354 2394 1361 2400</box>
article-paragraph: પુસ્તકો માણસના સાચા મિત્રો છે. વાંચનથી જ્ઞાન વધે છે અને દૃષ્ટિ વિશાળ બને છે. દરેક ઘરમાં નાનકડું પુસ્તકાલય હોવું જોઈએ એવું વડીલો કહેતા. <box>29 578 198 603</box>
article-paragraph: માનવસંબંધોમાં વિશ્વાસ એ પાયાની વાત છે. એક વખત વિશ્વાસ તૂટે પછી એને ફરી બાંધતાં વર્ષો લાગે છે. માટે જ વાણી અને વર્તનમાં સચ્ચાઈ રાખવી જરૂરી છે. <box>1317 932 1487 958</box>
footer-dots <box>24 2394 1492 2400</box>
dot-group <box>24 2394 63 2400</box>
article-paragraph: 'જે થાય છે તે સારા માટે જ થાય છે.' એવી શ્રદ્ધા હોય તો દુઃખના દિવસો પણ સહેલાઈથી પસાર થઈ જાય છે. શ્રદ્ધા અને પુરુષાર્થ બંને સાથે હોય ત્યારે સફળતા દૂર નથી. <box>397 519 566 545</box>
article-subheading: અનુસંધાન <box>1382 1221 1422 1230</box>
article-paragraph: માનવસંબંધોમાં વિશ્વાસ એ પાયાની વાત છે. એક વખત વિશ્વાસ તૂટે પછી એને ફરી બાંધતાં વર્ષો લાગે છે. માટે જ વાણી અને વર્તનમાં સચ્ચાઈ રાખવી જરૂરી છે. <box>29 1164 198 1189</box>
article-paragraph: આપણા સમાજમાં પરંપરા અને આધુનિકતા વચ્ચેનો સંઘર્ષ સતત ચાલતો રહે છે. નવી પેઢી નવા વિચારો લઈને આવે છે, જૂની પેઢી અનુભવની વાત કરે છે. બંનેનો સમન્વય થાય ત્યારે જ સમાજ આગળ વધે છે. <box>397 1205 566 1239</box>
article-paragraph: 'હું તો માત્ર મારું કર્તવ્ય બજાવું છું.' એ વાક્યમાં કેટલી નમ્રતા છે! કર્તવ્યનિષ્ઠા એ જ જીવનનો સાચો ધર્મ છે. ફળની આશા રાખ્યા વિના કર્મ કરતા રહેવું એ જ ગીતાનો સંદેશ છે. <box>1133 870 1303 896</box>
article-paragraph: માણસના મનમાં અનેક વિચારો આવે છે અને જાય છે. કેટલાક વિચારો મનમાં ઘર કરી જાય છે. એવા વિચારોને ઓળખીને એમને યોગ્ય દિશા આપવી એ જ સાચી સાધના છે. <box>949 156 1119 191</box>
article-continued-text <box>765 118 935 584</box>
article-paragraph: માનવસંબંધોમાં વિશ્વાસ એ પાયાની વાત છે. એક વખત વિશ્વાસ તૂટે પછી એને ફરી બાંધતાં વર્ષો લાગે છે. માટે જ વાણી અને વર્તનમાં સચ્ચાઈ રાખવી જરૂરી છે. <box>213 1187 382 1213</box>
article-heading-block <box>30 653 197 684</box>
article-paragraph: બાળકોના ઉછેરમાં માતા-પિતાનો ધીરજભર્યો વ્યવહાર બહુ મહત્ત્વનો છે. બાળક જે જુએ છે એ જ શીખે છે. ઘરનું વાતાવરણ પ્રેમભર્યું હોય તો બાળકનો વિકાસ સહજ રીતે થાય છે. <box>1133 187 1303 221</box>
article-paragraph: 'જે થાય છે તે સારા માટે જ થાય છે.' એવી શ્રદ્ધા હોય તો દુઃખના દિવસો પણ સહેલાઈથી પસાર થઈ જાય છે. શ્રદ્ધા અને પુરુષાર્થ બંને સાથે હોય ત્યારે સફળતા દૂર નથી. <box>213 1119 382 1144</box>
masthead-accent-marks <box>207 64 272 80</box>
dot <box>826 2394 832 2400</box>
dot <box>595 2394 602 2400</box>
article-paragraph: પુસ્તકો માણસના સાચા મિત્રો છે. વાંચનથી જ્ઞાન વધે છે અને દૃષ્ટિ વિશાળ બને છે. દરેક ઘરમાં નાનકડું પુસ્તકાલય હોવું જોઈએ એવું વડીલો કહેતા. <box>397 450 566 476</box>
article-heading: ગુફતેગો <box>88 395 139 413</box>
article-paragraph: જીવનમાં કેટલીક ક્ષણો એવી આવે છે જ્યારે માણસ પોતાની જાતને પૂછે છે કે આ બધું શા માટે? એ પ્રશ્નનો ઉત્તર શોધવા માટે મનની શાંતિ જરૂરી છે. સમય પસાર થતો જાય છે અને અનુભવ માણસને ઘડતો જાય છે. <box>949 510 1119 545</box>
dot <box>815 2394 821 2400</box>
article-paragraph: 'હું તો માત્ર મારું કર્તવ્ય બજાવું છું.' એ વાક્યમાં કેટલી નમ્રતા છે! કર્તવ્યનિષ્ઠા એ જ જીવનનો સાચો ધર્મ છે. ફળની આશા રાખ્યા વિના કર્મ કરતા રહેવું એ જ ગીતાનો સંદેશ છે. <box>29 508 198 534</box>
article-paragraph: માનવસંબંધોમાં વિશ્વાસ એ પાયાની વાત છે. એક વખત વિશ્વાસ તૂટે પછી એને ફરી બાંધતાં વર્ષો લાગે છે. માટે જ વાણી અને વર્તનમાં સચ્ચાઈ રાખવી જરૂરી છે. <box>29 866 198 892</box>
article-paragraph: પુસ્તકો માણસના સાચા મિત્રો છે. વાંચનથી જ્ઞાન વધે છે અને દૃષ્ટિ વિશાળ બને છે. દરેક ઘરમાં નાનકડું પુસ્તકાલય હોવું જોઈએ એવું વડીલો કહેતા. <box>1133 1370 1303 1396</box>
dot <box>716 2394 722 2400</box>
article-heading-block <box>1134 448 1302 478</box>
article-paragraph: 'જે થાય છે તે સારા માટે જ થાય છે.' એવી શ્રદ્ધા હોય તો દુઃખના દિવસો પણ સહેલાઈથી પસાર થઈ જાય છે. શ્રદ્ધા અને પુરુષાર્થ બંને સાથે હોય ત્યારે સફળતા દૂર નથી. <box>29 1094 198 1120</box>
dot <box>904 2394 910 2400</box>
article-heading: હરતાં ફરતાં <box>1365 413 1440 432</box>
article-paragraph: જીવનમાં કેટલીક ક્ષણો એવી આવે છે જ્યારે માણસ પોતાની જાતને પૂછે છે કે આ બધું શા માટે? એ પ્રશ્નનો ઉત્તર શોધવા માટે મનની શાંતિ જરૂરી છે. સમય પસાર થતો જાય છે અને અનુભવ માણસને ઘડતો જાય છે. <box>1133 676 1303 710</box>
article-vamavishva <box>1317 677 1487 1182</box>
dot <box>496 2394 502 2400</box>
article-paragraph: માણસના મનમાં અનેક વિચારો આવે છે અને જાય છે. કેટલાક વિચારો મનમાં ઘર કરી જાય છે. એવા વિચારોને ઓળખીને એમને યોગ્ય દિશા આપવી એ જ સાચી સાધના છે. <box>29 974 198 1008</box>
article-paragraph: બાળકોના ઉછેરમાં માતા-પિતાનો ધીરજભર્યો વ્યવહાર બહુ મહત્ત્વનો છે. બાળક જે જુએ છે એ જ શીખે છે. ઘરનું વાતાવરણ પ્રેમભર્યું હોય તો બાળકનો વિકાસ સહજ રીતે થાય છે. <box>213 648 382 683</box>
dot <box>474 2394 481 2400</box>
article-paragraph: માણસના મનમાં અનેક વિચારો આવે છે અને જાય છે. કેટલાક વિચારો મનમાં ઘર કરી જાય છે. એવા વિચારોને ઓળખીને એમને યોગ્ય દિશા આપવી એ જ સાચી સાધના છે. <box>1133 402 1303 437</box>
article-paragraph: બાળકોના ઉછેરમાં માતા-પિતાનો ધીરજભર્યો વ્યવહાર બહુ મહત્ત્વનો છે. બાળક જે જુએ છે એ જ શીખે છે. ઘરનું વાતાવરણ પ્રેમભર્યું હોય તો બાળકનો વિકાસ સહજ રીતે થાય છે. <box>949 1212 1119 1247</box>
dot-group <box>1014 2394 1053 2400</box>
article-paragraph: સમયની સાથે બદલાતી પરિસ્થિતિમાં માણસે પોતાની જાતને સંભાળવી પડે છે. પરિવારના સભ્યો વચ્ચેનો સ્નેહ જ ઘરની સાચી મૂડી છે. એકબીજાને સમજવાની તૈયારી હોય તો કોઈ પ્રશ્ન મોટો નથી. <box>581 1039 750 1073</box>
article-heading: વામાવિશ્વ <box>1373 683 1432 702</box>
article-paragraph: આપણા સમાજમાં પરંપરા અને આધુનિકતા વચ્ચેનો સંઘર્ષ સતત ચાલતો રહે છે. નવી પેઢી નવા વિચારો લઈને આવે છે, જૂની પેઢી અનુભવની વાત કરે છે. બંનેનો સમન્વય થાય ત્યારે જ સમાજ આગળ વધે છે. <box>29 469 198 504</box>
article-heading-block <box>766 595 933 637</box>
article-paragraph: જીવનમાં કેટલીક ક્ષણો એવી આવે છે જ્યારે માણસ પોતાની જાતને પૂછે છે કે આ બધું શા માટે? એ પ્રશ્નનો ઉત્તર શોધવા માટે મનની શાંતિ જરૂરી છે. સમય પસાર થતો જાય છે અને અનુભવ માણસને ઘડતો જાય છે. <box>581 586 750 621</box>
article-paragraph: 'તમે જે કહો છો એ સાચું છે, પણ મારી વાત પણ સાંભળો.' એમ કહીને તેણે પોતાની વાત માંડી. વાતચીતમાં સમજદારી હોય તો સંબંધ ટકી રહે છે. લાગણીના તાણાવાણા બહુ નાજુક હોય છે. <box>397 226 566 260</box>
article-paragraph: આરોગ્ય એ જ સાચી સંપત્તિ છે એ વાત સૌ જાણે છે, છતાં એની કાળજી લેવામાં આપણે પાછળ રહી જઈએ છીએ. સમતોલ આહાર, નિયમિત કસરત અને પૂરતી ઊંઘ એ તંદુરસ્તીની ચાવી છે. <box>581 1504 750 1539</box>
article-paragraph: આરોગ્ય એ જ સાચી સંપત્તિ છે એ વાત સૌ જાણે છે, છતાં એની કાળજી લેવામાં આપણે પાછળ રહી જઈએ છીએ. સમતોલ આહાર, નિયમિત કસરત અને પૂરતી ઊંઘ એ તંદુરસ્તીની ચાવી છે. <box>29 1125 198 1159</box>
dot <box>936 2394 943 2400</box>
article-paragraph: બાળકોના ઉછેરમાં માતા-પિતાનો ધીરજભર્યો વ્યવહાર બહુ મહત્ત્વનો છે. બાળક જે જુએ છે એ જ શીખે છે. ઘરનું વાતાવરણ પ્રેમભર્યું હોય તો બાળકનો વિકાસ સહજ રીતે થાય છે. <box>765 549 935 584</box>
article-paragraph: શહેરની દોડધામભરી જિંદગીમાં માણસ પોતાના માટે સમય કાઢી શકતો નથી. પ્રકૃતિના સાન્નિધ્યમાં થોડો સમય ગાળવાથી મન પ્રફુલ્લિત થાય છે. વહેલી સવારે ચાલવા જવાની ટેવ સ્વાસ્થ્ય માટે ઉત્તમ છે. <box>397 1274 566 1308</box>
article-paragraph: આપણા સમાજમાં પરંપરા અને આધુનિકતા વચ્ચેનો સંઘર્ષ સતત ચાલતો રહે છે. નવી પેઢી નવા વિચારો લઈને આવે છે, જૂની પેઢી અનુભવની વાત કરે છે. બંનેનો સમન્વય થાય ત્યારે જ સમાજ આગળ વધે છે. <box>213 942 382 976</box>
dot-group <box>244 2394 283 2400</box>
article-paragraph: માનવસંબંધોમાં વિશ્વાસ એ પાયાની વાત છે. એક વખત વિશ્વાસ તૂટે પછી એને ફરી બાંધતાં વર્ષો લાગે છે. માટે જ વાણી અને વર્તનમાં સચ્ચાઈ રાખવી જરૂરી છે. <box>213 325 382 351</box>
article-topsy-turvy <box>765 595 935 785</box>
article-heading: ક્ષણ-ક્ષણાર્ધ <box>630 445 702 464</box>
article-paragraph: સમયની સાથે બદલાતી પરિસ્થિતિમાં માણસે પોતાની જાતને સંભાળવી પડે છે. પરિવારના સભ્યો વચ્ચેનો સ્નેહ જ ઘરની સાચી મૂડી છે. એકબીજાને સમજવાની તૈયારી હોય તો કોઈ પ્રશ્ન મોટો નથી. <box>213 903 382 937</box>
